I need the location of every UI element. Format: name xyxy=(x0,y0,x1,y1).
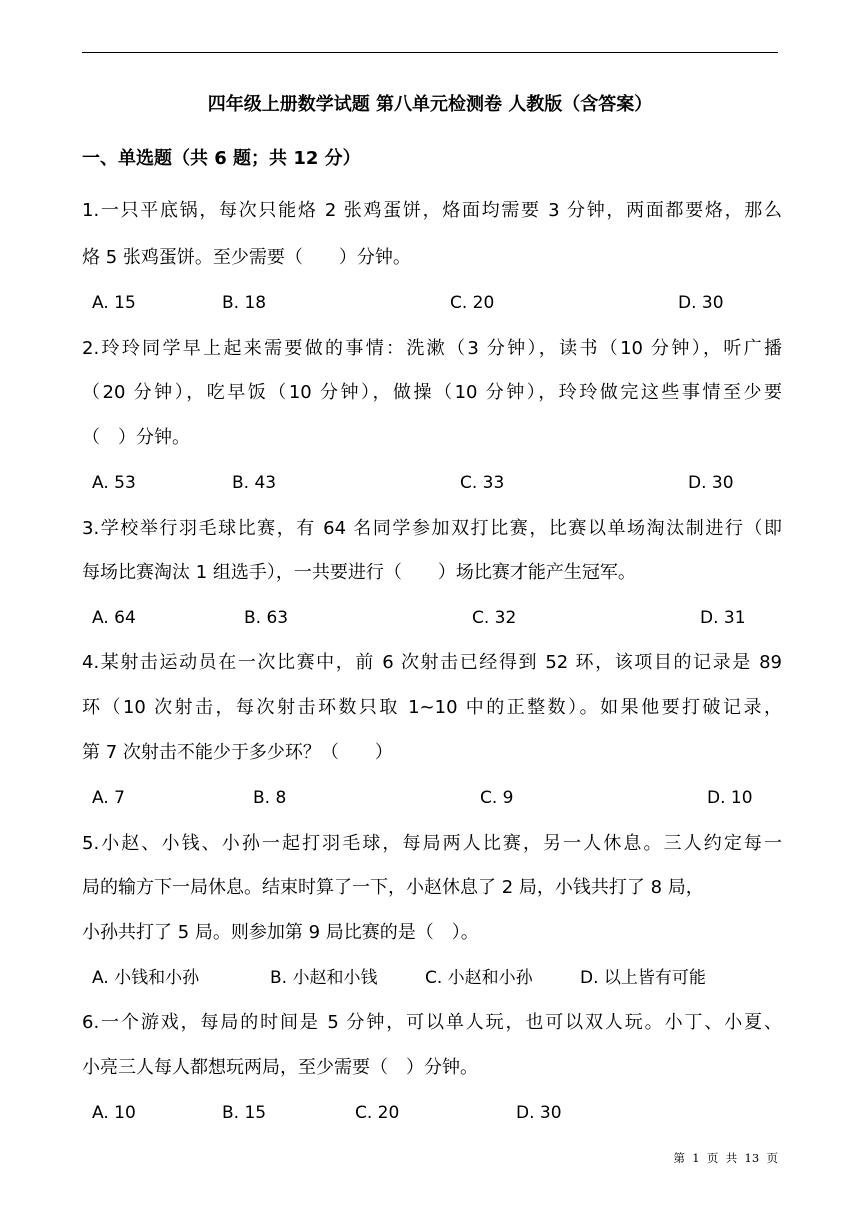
question-3-option-c[interactable]: C. 32 xyxy=(472,608,517,628)
question-2-option-c[interactable]: C. 33 xyxy=(460,473,505,493)
question-2-option-b[interactable]: B. 43 xyxy=(232,473,277,493)
question-6-option-c[interactable]: C. 20 xyxy=(355,1103,400,1123)
question-4-option-b[interactable]: B. 8 xyxy=(253,788,287,808)
question-1-line-1: 1.一只平底锅，每次只能烙 2 张鸡蛋饼，烙面均需要 3 分钟，两面都要烙，那么 xyxy=(82,200,782,221)
question-2-option-d[interactable]: D. 30 xyxy=(688,473,734,493)
question-4-line-3: 第 7 次射击不能少于多少环？（ ） xyxy=(82,742,393,763)
question-1-option-c[interactable]: C. 20 xyxy=(450,293,495,313)
question-2-line-3: （ ）分钟。 xyxy=(82,427,190,448)
question-3-line-1: 3.学校举行羽毛球比赛，有 64 名同学参加双打比赛，比赛以单场淘汰制进行（即 xyxy=(82,518,782,539)
question-5-option-c[interactable]: C. 小赵和小孙 xyxy=(425,968,533,988)
question-4-option-d[interactable]: D. 10 xyxy=(707,788,753,808)
question-6-line-1: 6.一个游戏，每局的时间是 5 分钟，可以单人玩，也可以双人玩。小丁、小夏、 xyxy=(82,1012,782,1033)
question-1-line-2: 烙 5 张鸡蛋饼。至少需要（ ）分钟。 xyxy=(82,247,411,268)
question-1-option-b[interactable]: B. 18 xyxy=(222,293,267,313)
header-rule xyxy=(82,52,778,53)
question-6-option-a[interactable]: A. 10 xyxy=(92,1103,136,1123)
question-1-option-d[interactable]: D. 30 xyxy=(678,293,724,313)
question-6-line-2: 小亮三人每人都想玩两局，至少需要（ ）分钟。 xyxy=(82,1057,478,1078)
question-2-line-2: （20 分钟），吃早饭（10 分钟），做操（10 分钟），玲玲做完这些事情至少要 xyxy=(82,382,782,403)
question-5-option-b[interactable]: B. 小赵和小钱 xyxy=(270,968,378,988)
question-2-line-1: 2.玲玲同学早上起来需要做的事情：洗漱（3 分钟），读书（10 分钟），听广播 xyxy=(82,338,782,359)
question-5-option-a[interactable]: A. 小钱和小孙 xyxy=(92,968,200,988)
question-6-option-d[interactable]: D. 30 xyxy=(516,1103,562,1123)
page-number-footer: 第 1 页 共 13 页 xyxy=(673,1151,778,1165)
question-5-option-d[interactable]: D. 以上皆有可能 xyxy=(580,968,706,988)
question-4-option-a[interactable]: A. 7 xyxy=(92,788,125,808)
document-title: 四年级上册数学试题 第八单元检测卷 人教版（含答案） xyxy=(207,94,653,115)
question-4-line-2: 环（10 次射击，每次射击环数只取 1~10 中的正整数）。如果他要打破记录， xyxy=(82,697,782,718)
question-2-option-a[interactable]: A. 53 xyxy=(92,473,136,493)
question-3-line-2: 每场比赛淘汰 1 组选手），一共要进行（ ）场比赛才能产生冠军。 xyxy=(82,562,636,583)
section-heading: 一、单选题（共 6 题；共 12 分） xyxy=(82,148,361,169)
question-3-option-b[interactable]: B. 63 xyxy=(244,608,289,628)
question-6-option-b[interactable]: B. 15 xyxy=(222,1103,267,1123)
question-5-line-3: 小孙共打了 5 局。则参加第 9 局比赛的是（ ）。 xyxy=(82,922,479,943)
question-3-option-d[interactable]: D. 31 xyxy=(700,608,746,628)
question-3-option-a[interactable]: A. 64 xyxy=(92,608,136,628)
question-5-line-2: 局的输方下一局休息。结束时算了一下，小赵休息了 2 局，小钱共打了 8 局， xyxy=(82,877,704,898)
question-4-option-c[interactable]: C. 9 xyxy=(480,788,514,808)
question-5-line-1: 5.小赵、小钱、小孙一起打羽毛球，每局两人比赛，另一人休息。三人约定每一 xyxy=(82,833,782,854)
question-1-option-a[interactable]: A. 15 xyxy=(92,293,136,313)
question-4-line-1: 4.某射击运动员在一次比赛中，前 6 次射击已经得到 52 环，该项目的记录是 89 xyxy=(82,652,782,673)
